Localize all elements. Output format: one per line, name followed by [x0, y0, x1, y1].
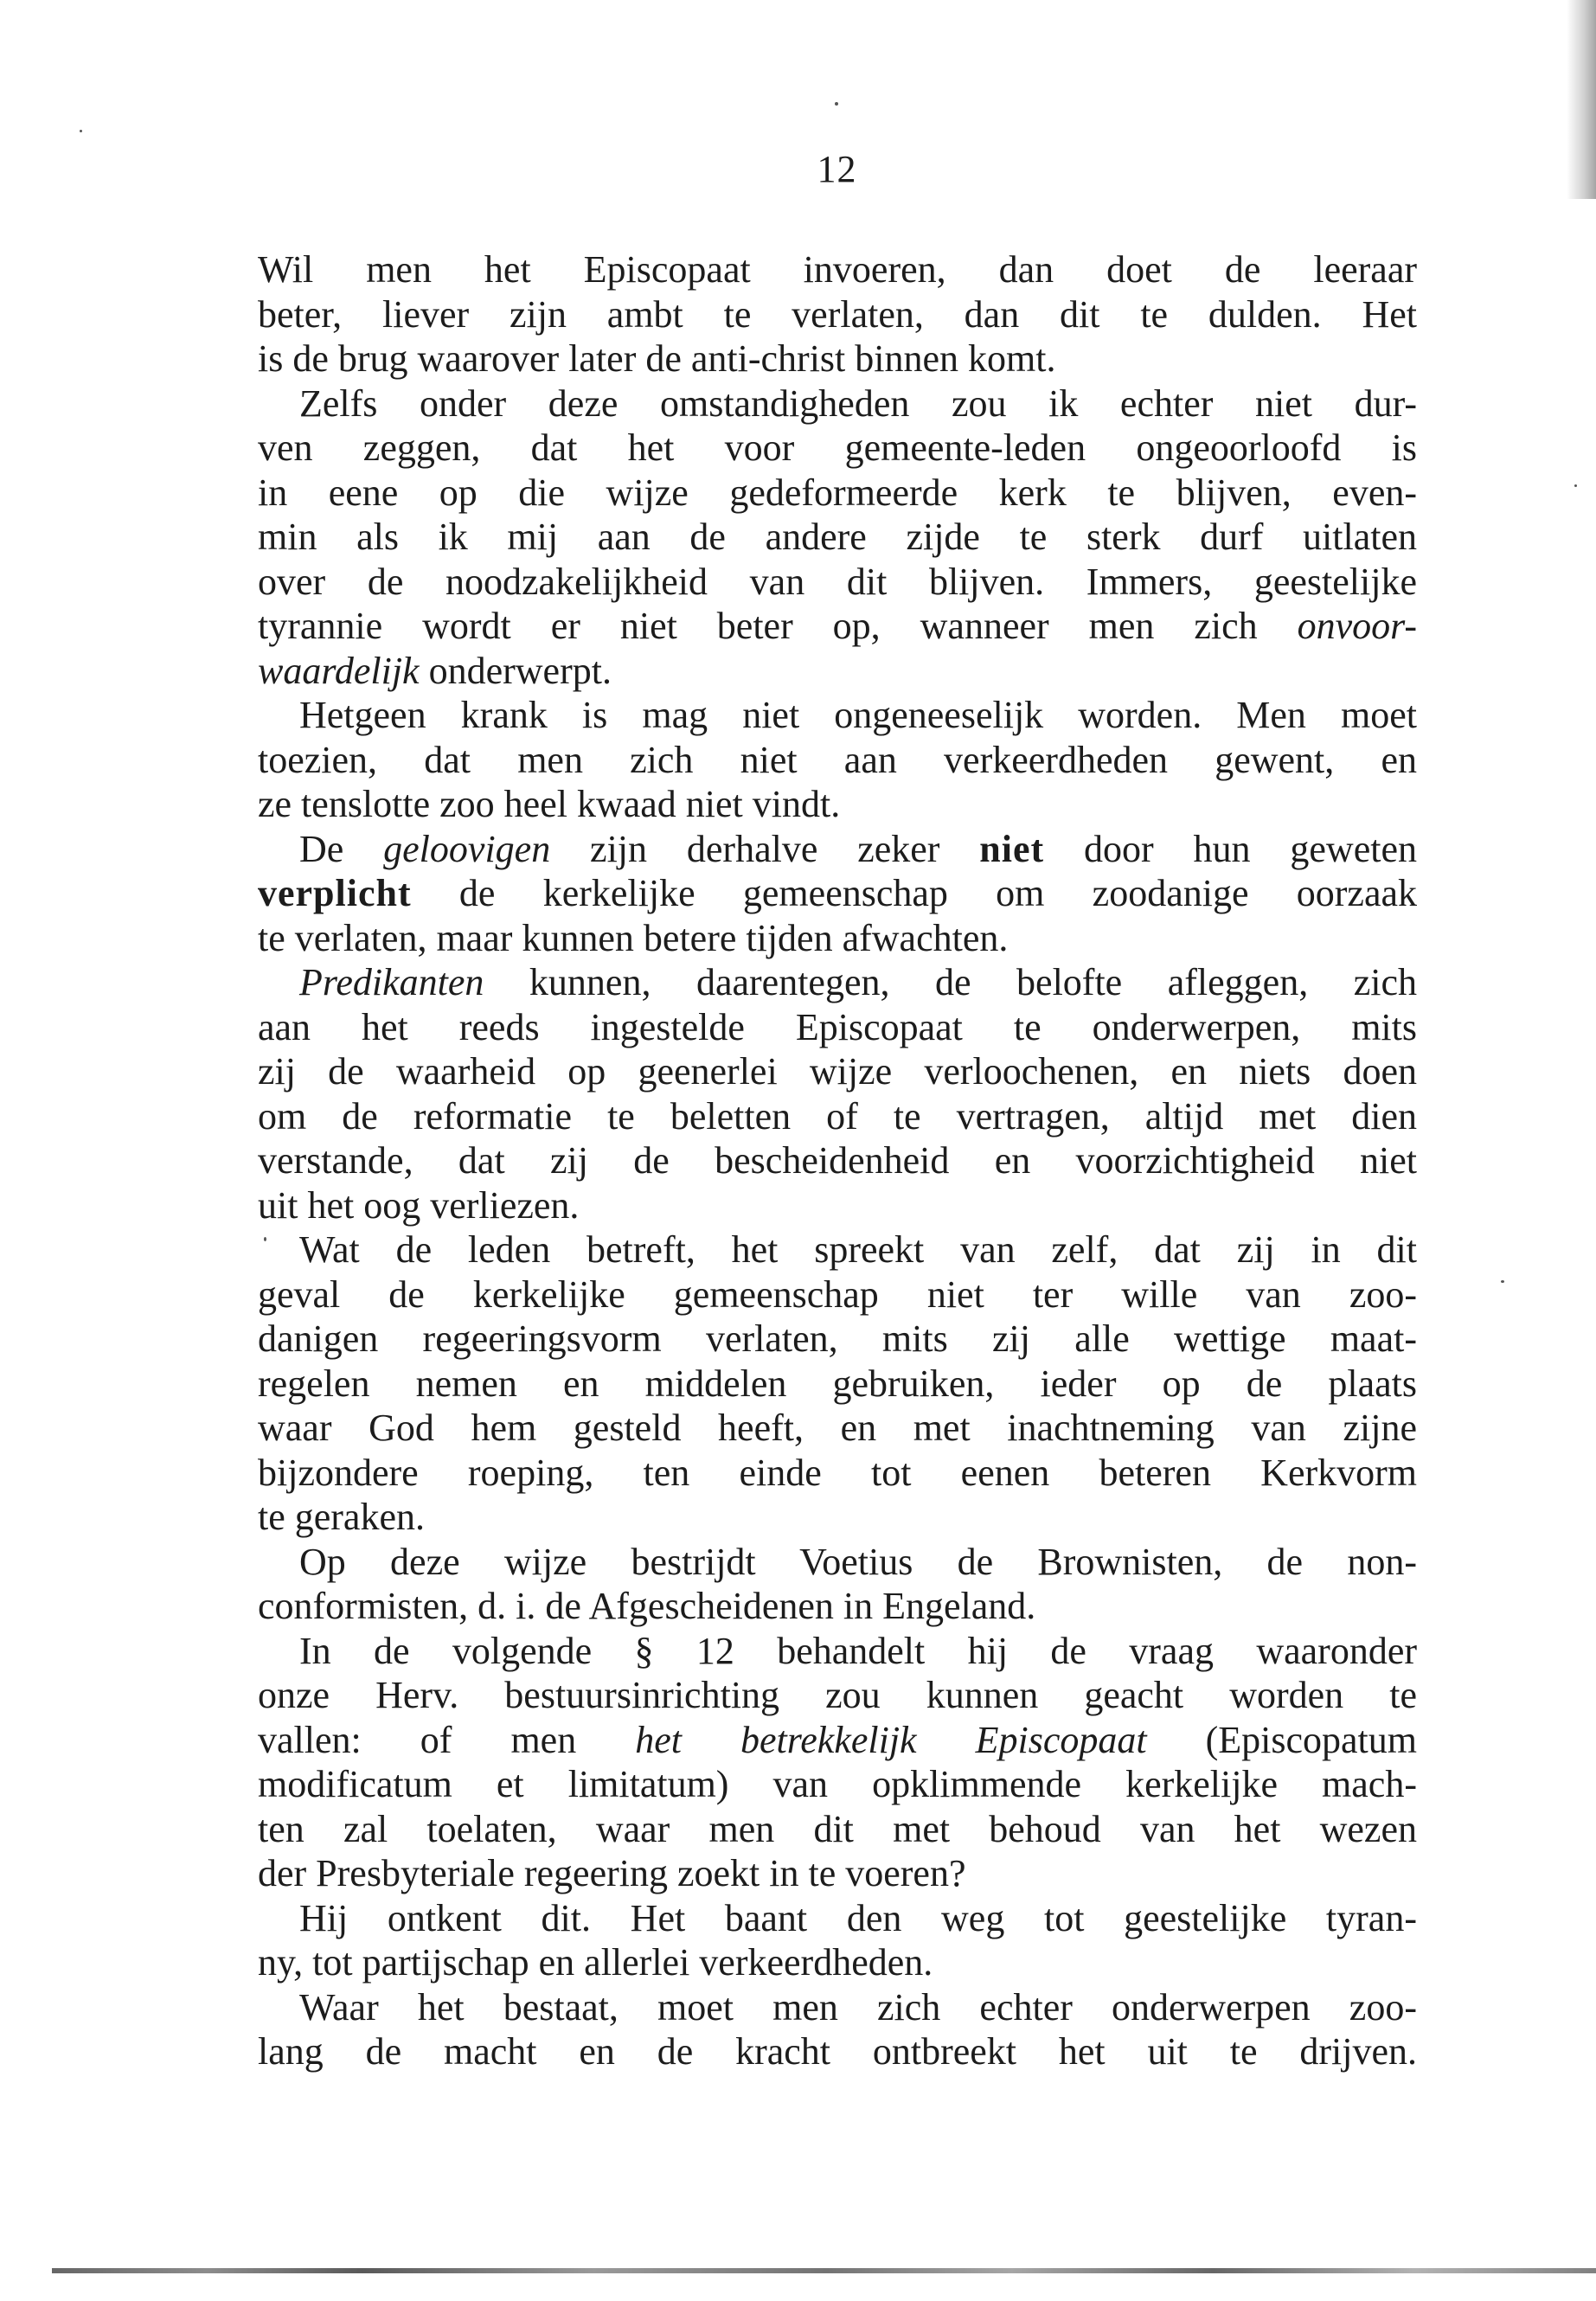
text-segment: (Episcopatum: [1146, 1718, 1418, 1761]
text-line: [258, 1762, 1417, 1807]
text-line: [258, 782, 1417, 827]
text-line: [258, 1272, 1417, 1317]
scan-speck: [264, 1237, 266, 1241]
text-line: [258, 1406, 1417, 1451]
text-segment: lang de macht en de kracht ontbreekt het uit te drijven.: [258, 2030, 1417, 2073]
text-segment: min als ik mij aan de andere zijde te sterk durf uitlaten: [258, 516, 1417, 558]
text-line: [258, 1540, 1417, 1585]
text-segment: Waar het bestaat, moet men zich echter onderwerpen zoo-: [299, 1985, 1417, 2029]
page-number: 12: [817, 148, 857, 190]
text-segment: ze tenslotte zoo heel kwaad niet vindt.: [258, 783, 841, 825]
scan-speck: [1501, 1280, 1504, 1283]
text-segment: danigen regeeringsvorm verlaten, mits zij alle wettige maat-: [258, 1317, 1417, 1360]
italic-text: geloovigen: [383, 827, 551, 870]
text-segment: ven zeggen, dat het voor gemeente-leden ongeoorloofd is: [258, 426, 1417, 469]
text-segment: Wil men het Episcopaat invoeren, dan doet de leeraar: [258, 248, 1417, 291]
text-segment: te verlaten, maar kunnen betere tijden afwachten.: [258, 916, 1009, 959]
text-segment: tyrannie wordt er niet beter op, wanneer men zich: [258, 605, 1298, 647]
text-line: [258, 871, 1417, 916]
text-segment: kunnen, daarentegen, de belofte afleggen, zich: [484, 961, 1417, 1003]
text-line: [258, 1940, 1417, 1985]
text-line: [258, 916, 1417, 961]
text-line: [258, 1005, 1417, 1050]
text-line: [258, 827, 1417, 872]
scan-speck: [1574, 484, 1577, 487]
text-line: [258, 1673, 1417, 1718]
text-line: [258, 336, 1417, 381]
text-segment: beter, liever zijn ambt te verlaten, dan dit te dulden. Het: [258, 292, 1417, 336]
text-segment: over de noodzakelijkheid van dit blijven. Immers, geestelijke: [258, 560, 1417, 603]
text-segment: modificatum et limitatum) van opklimmende kerkelijke mach-: [258, 1763, 1417, 1805]
body-text: [258, 247, 1417, 2074]
text-line: [258, 1718, 1417, 1763]
text-line: [258, 1362, 1417, 1407]
text-segment: conformisten, d. i. de Afgescheidenen in Engeland.: [258, 1585, 1036, 1627]
text-line: [258, 1851, 1417, 1896]
scan-speck: [80, 130, 82, 132]
text-segment: Zelfs onder deze omstandigheden zou ik echter niet dur-: [299, 381, 1417, 425]
text-line: [258, 1138, 1417, 1183]
scan-speck: [835, 102, 838, 106]
text-line: [258, 1094, 1417, 1139]
text-line: [258, 1985, 1417, 2030]
text-segment: Op deze wijze bestrijdt Voetius de Brownisten, de non-: [299, 1540, 1417, 1583]
text-line: [258, 693, 1417, 738]
text-segment: regelen nemen en middelen gebruiken, ieder op de plaats: [258, 1362, 1417, 1405]
text-line: [258, 2029, 1417, 2074]
text-line: [258, 1227, 1417, 1272]
text-segment: ten zal toelaten, waar men dit met behoud van het wezen: [258, 1807, 1417, 1850]
text-segment: door hun geweten: [1044, 827, 1417, 870]
text-line: [258, 1451, 1417, 1496]
text-line: [258, 560, 1417, 605]
italic-text: waardelijk: [258, 649, 420, 692]
text-segment: geval de kerkelijke gemeenschap niet ter wille van zoo-: [258, 1272, 1417, 1316]
text-line: [258, 471, 1417, 516]
text-segment: In de volgende § 12 behandelt hij de vraag waaronder: [299, 1629, 1417, 1672]
text-segment: onderwerpt.: [419, 649, 612, 692]
text-segment: zijn derhalve zeker: [550, 827, 980, 870]
text-segment: verstande, dat zij de bescheidenheid en voorzichtigheid niet: [258, 1139, 1417, 1182]
text-segment: Wat de leden betreft, het spreekt van zelf, dat zij in dit: [299, 1228, 1417, 1271]
text-segment: De: [299, 827, 384, 870]
text-line: [258, 1049, 1417, 1094]
text-line: [258, 1807, 1417, 1852]
text-segment: in eene op die wijze gedeformeerde kerk te blijven, even-: [258, 471, 1417, 514]
text-line: [258, 1629, 1417, 1674]
text-line: [258, 515, 1417, 560]
text-segment: waar God hem gesteld heeft, en met inachtneming van zijne: [258, 1407, 1417, 1449]
text-segment: onze Herv. bestuursinrichting zou kunnen geacht worden te: [258, 1674, 1417, 1716]
text-line: [258, 649, 1417, 694]
italic-text: onvoor-: [1297, 605, 1417, 647]
text-line: [258, 247, 1417, 292]
text-segment: vallen: of men: [258, 1718, 636, 1761]
text-line: [258, 1183, 1417, 1228]
bottom-scan-edge: [52, 2268, 1596, 2273]
text-segment: bijzondere roeping, ten einde tot eenen beteren Kerkvorm: [258, 1451, 1417, 1494]
text-line: [258, 381, 1417, 426]
text-line: [258, 738, 1417, 783]
text-segment: aan het reeds ingestelde Episcopaat te onderwerpen, mits: [258, 1005, 1417, 1048]
text-line: [258, 604, 1417, 649]
text-segment: om de reformatie te beletten of te vertragen, altijd met dien: [258, 1094, 1417, 1138]
text-line: [258, 292, 1417, 337]
text-segment: zij de waarheid op geenerlei wijze verloochenen, en niets doen: [258, 1050, 1417, 1093]
text-segment: de kerkelijke gemeenschap om zoodanige oorzaak: [411, 872, 1417, 914]
text-segment: Hetgeen krank is mag niet ongeneeselijk worden. Men moet: [299, 694, 1417, 736]
bold-text: verplicht: [258, 872, 412, 914]
text-segment: toezien, dat men zich niet aan verkeerdheden gewent, en: [258, 738, 1417, 781]
text-segment: Hij ontkent dit. Het baant den weg tot geestelijke tyran-: [299, 1896, 1417, 1939]
italic-text: Predikanten: [299, 961, 484, 1003]
bold-text: niet: [979, 827, 1045, 870]
text-segment: der Presbyteriale regeering zoekt in te voeren?: [258, 1852, 966, 1894]
text-segment: uit het oog verliezen.: [258, 1183, 580, 1227]
text-line: [258, 1896, 1417, 1941]
text-line: [258, 960, 1417, 1005]
text-segment: ny, tot partijschap en allerlei verkeerdheden.: [258, 1941, 933, 1984]
italic-text: het betrekkelijk Episcopaat: [635, 1718, 1147, 1761]
text-line: [258, 1317, 1417, 1362]
text-segment: is de brug waarover later de anti-christ binnen komt.: [258, 337, 1056, 380]
text-line: [258, 1495, 1417, 1540]
text-line: [258, 426, 1417, 471]
text-line: [258, 1584, 1417, 1629]
text-segment: te geraken.: [258, 1496, 425, 1538]
